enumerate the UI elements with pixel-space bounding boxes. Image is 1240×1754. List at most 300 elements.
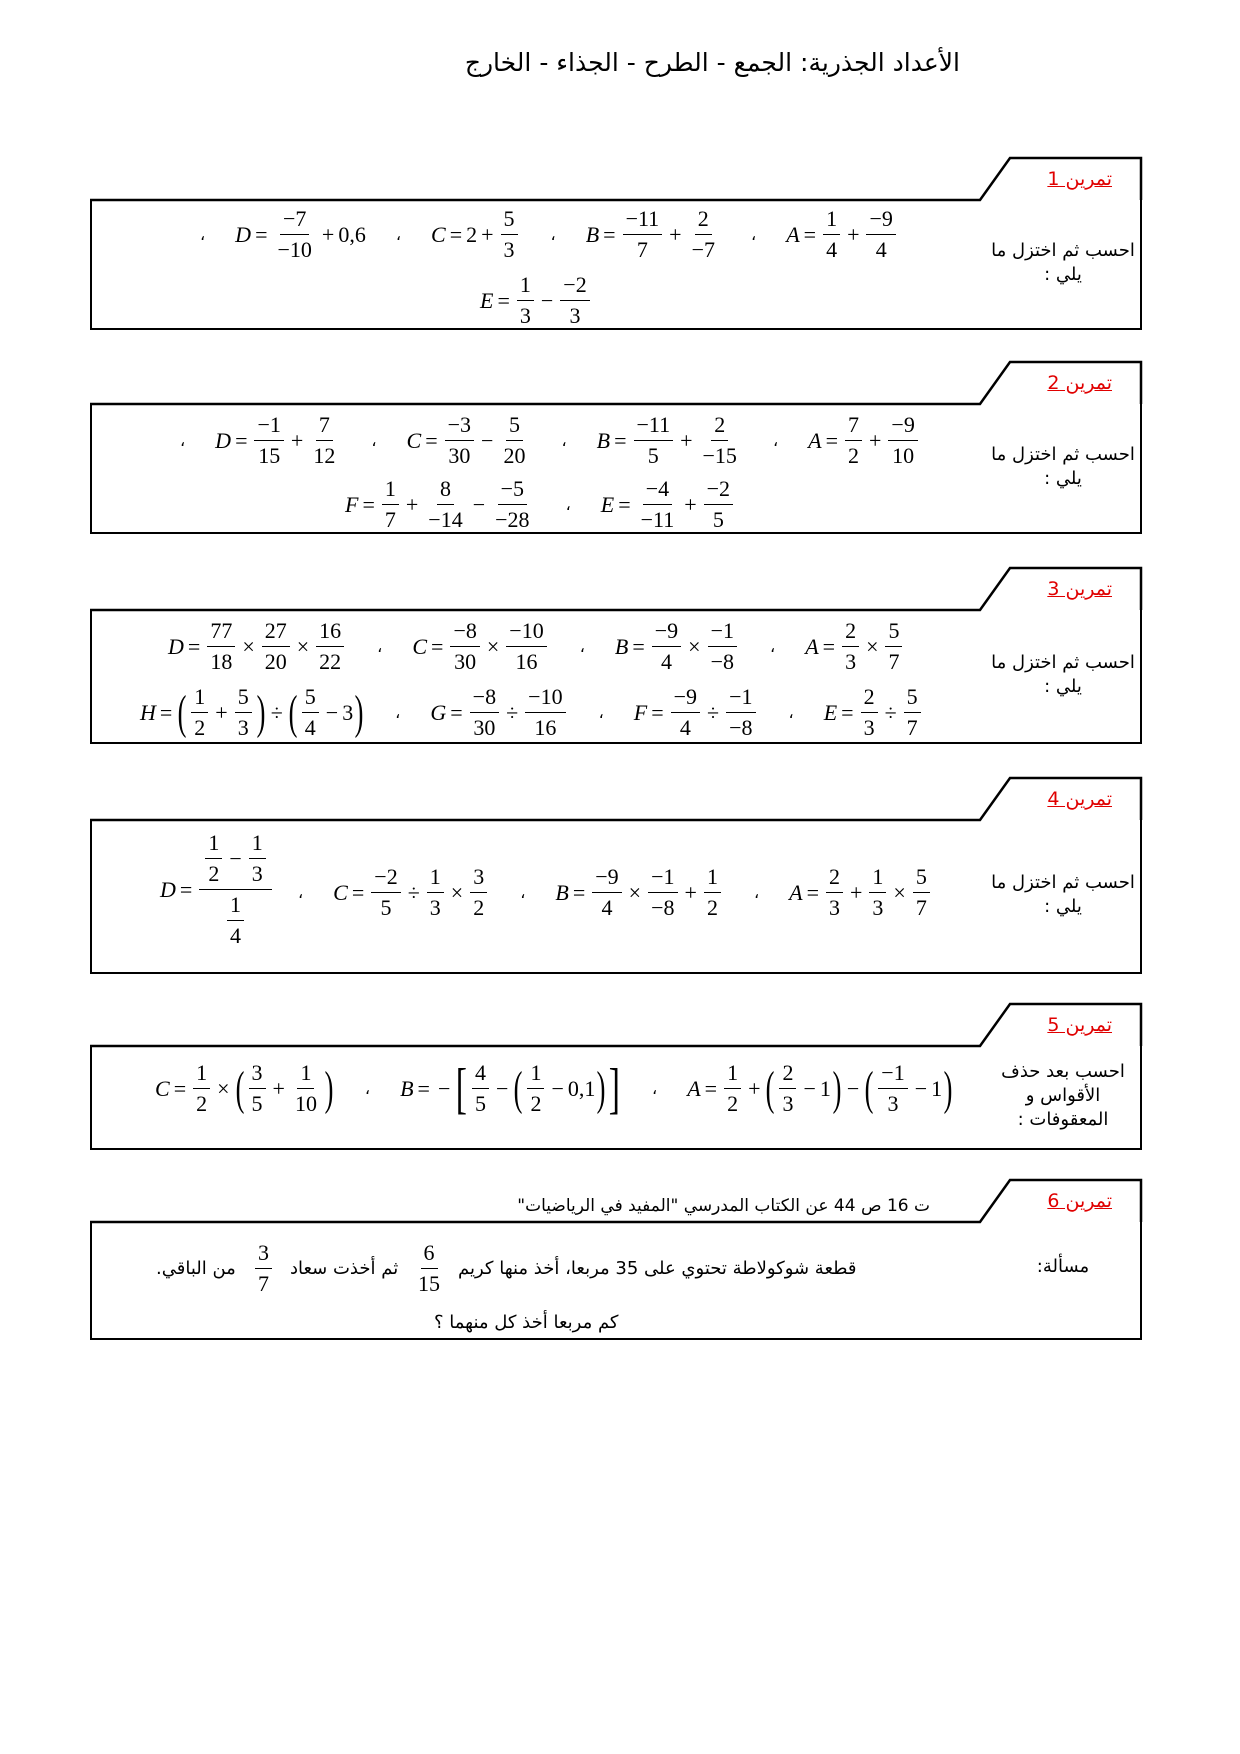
fraction: [708, 618, 737, 675]
operator: +: [321, 221, 335, 247]
numerator: 1: [249, 830, 266, 859]
variable-name: A: [786, 221, 800, 247]
number: 0,1: [567, 1075, 596, 1101]
fraction: [382, 476, 399, 533]
fraction: [274, 206, 314, 263]
operator: =: [351, 879, 365, 905]
numerator: 5: [913, 864, 930, 893]
complex-fraction: [199, 830, 271, 949]
denominator: 4: [875, 237, 887, 262]
numerator: −9: [671, 684, 700, 713]
denominator: 5: [380, 895, 392, 920]
operator: ÷: [884, 699, 897, 725]
exercise-reference: ت 16 ص 44 عن الكتاب المدرسي "المفيد في الرياضيات": [517, 1196, 930, 1216]
fraction: [842, 618, 859, 675]
fraction: [205, 830, 222, 887]
operator: =: [618, 491, 631, 517]
comma-separator: ،: [751, 225, 757, 244]
numerator: 6: [421, 1240, 438, 1269]
denominator: 3: [863, 715, 875, 740]
denominator: 3: [782, 1091, 794, 1116]
operator: =: [179, 876, 193, 902]
numerator: −9: [652, 618, 681, 647]
denominator: 7: [906, 715, 918, 740]
variable-name: A: [687, 1075, 701, 1101]
numerator: 1: [205, 830, 222, 859]
comma-separator: ،: [180, 431, 186, 450]
denominator: −7: [691, 237, 716, 262]
operator: ×: [296, 633, 310, 659]
parenthesis: (: [766, 1061, 775, 1115]
fraction: [671, 684, 700, 741]
operator: −: [803, 1075, 816, 1101]
numerator: 1: [869, 864, 886, 893]
parenthesis: ): [943, 1061, 953, 1115]
operator: ×: [450, 879, 464, 905]
operator: +: [290, 427, 304, 453]
comma-separator: ،: [565, 495, 571, 514]
denominator: 2: [847, 443, 859, 468]
fraction: [472, 1060, 489, 1117]
variable-name: D: [160, 876, 176, 902]
numerator: 3: [249, 1060, 266, 1089]
fraction: [560, 272, 589, 329]
variable-name: F: [633, 699, 648, 725]
variable-name: C: [431, 221, 446, 247]
denominator: −15: [702, 443, 737, 468]
operator: =: [825, 427, 838, 453]
fraction: [704, 864, 721, 921]
operator: =: [822, 633, 836, 659]
denominator: 3: [519, 303, 531, 328]
variable-name: A: [789, 879, 803, 905]
fraction: [652, 618, 681, 675]
numerator: −11: [634, 412, 674, 441]
operator: −: [325, 699, 339, 725]
operator: =: [431, 633, 444, 659]
numerator: 5: [506, 412, 523, 441]
fraction: [445, 412, 474, 469]
denominator: 20: [264, 649, 287, 674]
operator: +: [847, 221, 860, 247]
denominator: −8: [651, 895, 675, 920]
fraction: [262, 618, 290, 675]
fraction: [638, 476, 678, 533]
exercise-instruction: احسب ثم اختزل ما يلي :: [991, 652, 1135, 697]
variable-name: B: [596, 427, 611, 453]
numerator: −2: [560, 272, 589, 301]
fraction: [634, 412, 674, 469]
operator: =: [704, 1075, 718, 1101]
numerator: 27: [262, 618, 290, 647]
denominator: 3: [429, 895, 441, 920]
numerator: 5: [904, 684, 921, 713]
denominator: 4: [601, 895, 613, 920]
operator: ÷: [270, 699, 283, 725]
comma-separator: ،: [772, 431, 779, 450]
bracket: ]: [609, 1057, 621, 1120]
numerator: 2: [695, 206, 712, 235]
operator: =: [255, 221, 268, 247]
comma-separator: ،: [395, 225, 401, 244]
operator: −: [229, 845, 242, 871]
operator: =: [632, 633, 645, 659]
parenthesis: (: [177, 685, 187, 739]
parenthesis: (: [288, 685, 298, 739]
operator: =: [449, 221, 463, 247]
variable-name: E: [823, 699, 838, 725]
fraction: [623, 206, 663, 263]
operator: +: [481, 221, 494, 247]
exercise-instruction: احسب ثم اختزل ما يلي :: [991, 240, 1135, 285]
denominator: 15: [418, 1271, 440, 1296]
operator: +: [272, 1075, 285, 1101]
numerator: −9: [592, 864, 621, 893]
parenthesis: ): [596, 1061, 606, 1115]
operator: ÷: [407, 879, 420, 905]
numerator: −8: [470, 684, 499, 713]
numerator: −4: [643, 476, 672, 505]
comma-separator: ،: [753, 883, 760, 902]
denominator: 2: [706, 895, 718, 920]
operator: +: [868, 427, 882, 453]
variable-name: H: [140, 699, 156, 725]
denominator: 7: [915, 895, 927, 920]
operator: +: [849, 879, 863, 905]
denominator: −10: [277, 237, 312, 262]
fraction: [492, 476, 532, 533]
fraction: [302, 684, 319, 741]
operator: =: [803, 221, 817, 247]
operator: −: [540, 287, 554, 313]
denominator: 3: [872, 895, 884, 920]
variable-name: B: [585, 221, 600, 247]
operator: +: [215, 699, 228, 725]
operator: =: [603, 221, 616, 247]
denominator: 30: [473, 715, 496, 740]
numerator: −10: [506, 618, 546, 647]
operator: −: [846, 1075, 860, 1101]
fraction: [470, 684, 499, 741]
operator: −: [472, 491, 486, 517]
operator: =: [159, 699, 173, 725]
operator: −: [437, 1075, 451, 1101]
denominator: 2: [473, 895, 485, 920]
number: 2: [466, 221, 478, 247]
fraction: [527, 1060, 544, 1117]
comma-separator: ،: [298, 883, 304, 902]
numerator: −11: [623, 206, 663, 235]
comma-separator: ،: [550, 225, 556, 244]
fraction: [704, 476, 733, 533]
fraction: [592, 864, 621, 921]
expression: [140, 684, 924, 741]
fraction: [415, 1240, 443, 1297]
operator: −: [551, 1075, 564, 1101]
comma-separator: ،: [652, 1079, 658, 1098]
variable-name: E: [480, 287, 494, 313]
numerator: 1: [517, 272, 534, 301]
exercise-tab-label: تمرين 6: [1047, 1190, 1112, 1212]
operator: +: [684, 491, 697, 517]
problem-text-part2: ثم أخذت سعاد: [290, 1258, 399, 1279]
parenthesis: ): [832, 1061, 842, 1115]
numerator: −7: [280, 206, 309, 235]
fraction: [255, 1240, 272, 1297]
numerator: −3: [445, 412, 474, 441]
comma-separator: ،: [520, 883, 526, 902]
exercise-tab-label: تمرين 3: [1047, 578, 1112, 600]
numerator: −1: [708, 618, 737, 647]
expression: [252, 1240, 275, 1297]
operator: ×: [217, 1075, 230, 1101]
numerator: 2: [826, 864, 843, 893]
variable-name: C: [155, 1075, 170, 1101]
denominator: 3: [503, 237, 515, 262]
denominator: −8: [710, 649, 735, 674]
fraction: [249, 1060, 266, 1117]
parenthesis: ): [256, 685, 266, 739]
complex-numerator: [199, 830, 271, 890]
denominator: 2: [727, 1091, 739, 1116]
expression-D: [160, 830, 275, 949]
operator: =: [614, 427, 627, 453]
operator: =: [450, 699, 463, 725]
exercise-instruction: مسألة:: [1036, 1256, 1090, 1277]
operator: =: [806, 879, 819, 905]
fraction: [724, 1060, 741, 1117]
fraction: [227, 892, 244, 949]
fraction: [826, 864, 843, 921]
problem-text-part1: قطعة شوكولاطة تحتوي على 35 مربعا، أخذ منها كريم: [458, 1258, 857, 1279]
operator: =: [187, 633, 201, 659]
expression: [412, 1240, 446, 1297]
exercise-instruction: احسب بعد حذف الأقواس و المعقوفات :: [1001, 1061, 1125, 1130]
variable-name: F: [345, 491, 359, 517]
numerator: −1: [878, 1060, 907, 1089]
operator: +: [748, 1075, 761, 1101]
fraction: [779, 1060, 796, 1117]
operator: +: [669, 221, 682, 247]
variable-name: D: [215, 427, 232, 453]
fraction: [427, 864, 444, 921]
comma-separator: ،: [598, 703, 604, 722]
numerator: −2: [704, 476, 733, 505]
fraction: [501, 206, 518, 263]
numerator: 1: [527, 1060, 544, 1089]
operator: ×: [486, 633, 500, 659]
problem-text-part3: من الباقي.: [156, 1258, 236, 1279]
denominator: 16: [534, 715, 557, 740]
operator: =: [497, 287, 510, 313]
numerator: 1: [227, 892, 244, 921]
numerator: 4: [472, 1060, 489, 1089]
fraction: [191, 684, 208, 741]
number: 1: [931, 1075, 943, 1101]
operator: ×: [866, 633, 879, 659]
fraction: [450, 618, 479, 675]
variable-name: D: [235, 221, 252, 247]
numerator: 16: [316, 618, 344, 647]
numerator: −8: [450, 618, 479, 647]
denominator: 5: [251, 1091, 263, 1116]
numerator: 2: [842, 618, 859, 647]
fraction: [254, 412, 283, 469]
operator: =: [362, 491, 375, 517]
denominator: 3: [237, 715, 249, 740]
numerator: −1: [726, 684, 755, 713]
expression: [155, 1057, 954, 1120]
denominator: 5: [647, 443, 659, 468]
numerator: 1: [382, 476, 399, 505]
variable-name: E: [600, 491, 615, 517]
denominator: 18: [210, 649, 233, 674]
expression: [480, 272, 593, 329]
variable-name: B: [555, 879, 569, 905]
fraction: [869, 864, 886, 921]
parenthesis: (: [235, 1061, 244, 1115]
numerator: −9: [888, 412, 917, 441]
variable-name: B: [614, 633, 629, 659]
denominator: 10: [294, 1091, 317, 1116]
expression: [168, 618, 905, 675]
operator: =: [417, 1075, 430, 1101]
fraction: [249, 830, 266, 887]
numerator: 3: [255, 1240, 272, 1269]
exercise-tab-label: تمرين 2: [1047, 372, 1112, 394]
denominator: −14: [428, 507, 463, 532]
exercise-tab-label: تمرين 5: [1047, 1014, 1112, 1036]
numerator: −1: [648, 864, 677, 893]
comma-separator: ،: [377, 637, 383, 656]
denominator: 7: [636, 237, 648, 262]
exercise-instruction: احسب ثم اختزل ما يلي :: [991, 872, 1135, 917]
operator: =: [425, 427, 438, 453]
expression: [150, 412, 921, 469]
operator: =: [173, 1075, 187, 1101]
operator: +: [684, 879, 697, 905]
fraction: [866, 206, 895, 263]
denominator: 4: [230, 923, 242, 948]
denominator: 7: [384, 507, 396, 532]
operator: −: [496, 1075, 509, 1101]
fraction: [517, 272, 534, 329]
exercise-tab-label: تمرين 4: [1047, 788, 1112, 810]
numerator: 7: [845, 412, 862, 441]
operator: ×: [688, 633, 701, 659]
denominator: 4: [826, 237, 838, 262]
numerator: 1: [724, 1060, 741, 1089]
numerator: 8: [437, 476, 454, 505]
denominator: 3: [887, 1091, 899, 1116]
denominator: 2: [208, 861, 220, 886]
numerator: 77: [207, 618, 235, 647]
numerator: −2: [371, 864, 400, 893]
variable-name: D: [168, 633, 184, 659]
comma-separator: ،: [200, 225, 206, 244]
comma-separator: ،: [788, 703, 794, 722]
numerator: 2: [779, 1060, 796, 1089]
operator: ×: [242, 633, 255, 659]
numerator: −1: [254, 412, 283, 441]
problem-question: كم مربعا أخذ كل منهما ؟: [434, 1312, 619, 1333]
variable-name: B: [400, 1075, 414, 1101]
fraction: [500, 412, 528, 469]
denominator: 22: [319, 649, 342, 674]
bracket: [: [456, 1057, 468, 1120]
operator: ×: [628, 879, 642, 905]
operator: ÷: [506, 699, 519, 725]
variable-name: C: [406, 427, 422, 453]
numerator: 1: [823, 206, 840, 235]
numerator: −5: [498, 476, 527, 505]
operator: +: [680, 427, 693, 453]
numerator: 7: [316, 412, 333, 441]
denominator: 3: [845, 649, 857, 674]
denominator: 30: [448, 443, 471, 468]
denominator: 2: [530, 1091, 542, 1116]
variable-name: A: [808, 427, 822, 453]
number: 1: [819, 1075, 831, 1101]
operator: −: [481, 427, 494, 453]
fraction: [207, 618, 235, 675]
numerator: 5: [235, 684, 252, 713]
denominator: 15: [258, 443, 281, 468]
fraction: [726, 684, 755, 741]
denominator: 4: [660, 649, 672, 674]
denominator: 12: [313, 443, 336, 468]
operator: =: [651, 699, 664, 725]
fraction: [648, 864, 677, 921]
comma-separator: ،: [395, 703, 401, 722]
denominator: 3: [251, 861, 263, 886]
fraction: [689, 206, 718, 263]
comma-separator: ،: [364, 1079, 371, 1098]
fraction: [885, 618, 902, 675]
denominator: −8: [729, 715, 753, 740]
exercise-tab-label: تمرين 1: [1047, 168, 1112, 190]
fraction: [470, 864, 487, 921]
numerator: 3: [470, 864, 487, 893]
number: 0,6: [338, 221, 366, 247]
exercise-instruction: احسب ثم اختزل ما يلي :: [991, 444, 1135, 489]
variable-name: G: [430, 699, 447, 725]
numerator: 1: [297, 1060, 314, 1089]
denominator: 30: [454, 649, 477, 674]
fraction: [845, 412, 862, 469]
numerator: 5: [885, 618, 902, 647]
fraction: [913, 864, 930, 921]
denominator: 16: [515, 649, 538, 674]
numerator: 2: [711, 412, 728, 441]
denominator: 4: [304, 715, 316, 740]
numerator: −10: [525, 684, 565, 713]
expression: [170, 206, 899, 263]
operator: ÷: [707, 699, 720, 725]
operator: ×: [893, 879, 906, 905]
page-title: الأعداد الجذرية: الجمع - الطرح - الجذاء - الخارج: [464, 48, 960, 77]
denominator: 7: [888, 649, 900, 674]
fraction: [525, 684, 565, 741]
operator: +: [405, 491, 419, 517]
fraction: [193, 1060, 210, 1117]
denominator: 2: [196, 1091, 208, 1116]
fraction: [861, 684, 878, 741]
operator: −: [914, 1075, 928, 1101]
fraction: [904, 684, 921, 741]
fraction: [878, 1060, 907, 1117]
comma-separator: ،: [579, 637, 585, 656]
